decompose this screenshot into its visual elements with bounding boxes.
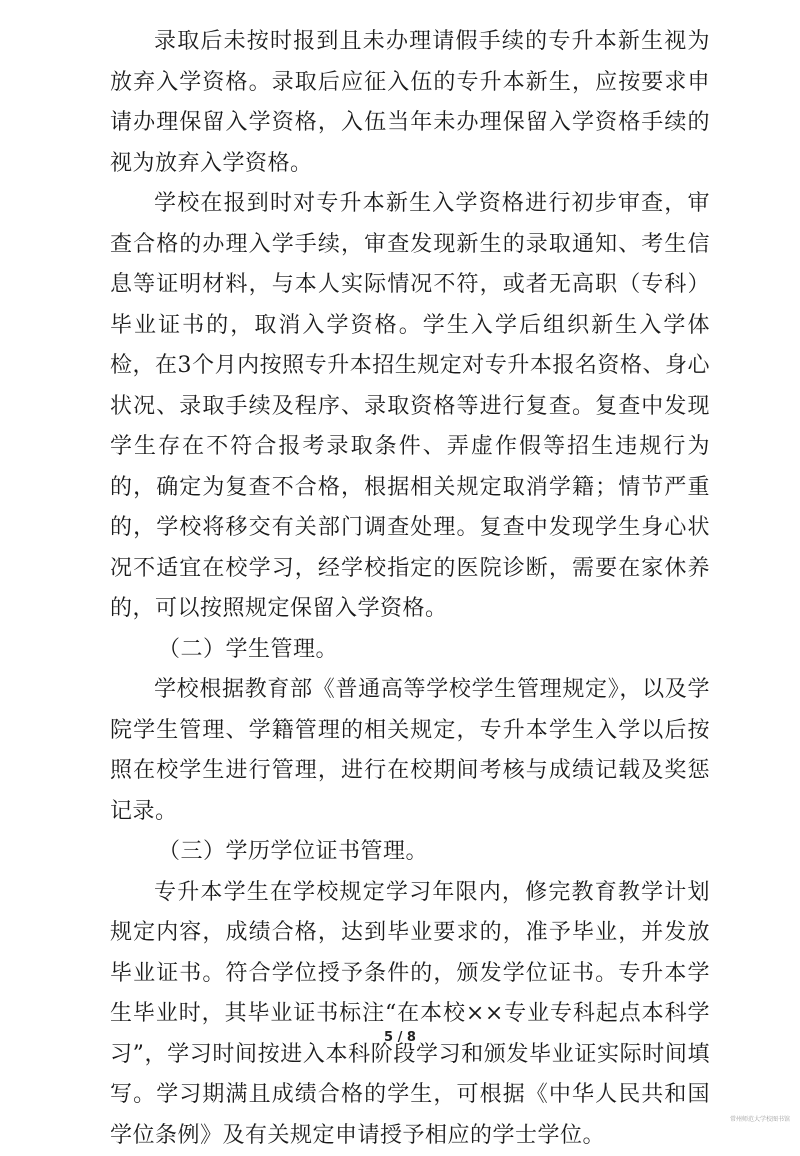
paragraph-1: 录取后未按时报到且未办理请假手续的专升本新生视为放弃入学资格。录取后应征入伍的专升本新生，应按要求申请办理保留入学资格，入伍当年未办理保留入学资格手续的视为放弃入学资格。 (110, 22, 710, 184)
document-body (110, 22, 710, 1156)
page-number: 5 / 8 (0, 1030, 800, 1045)
paragraph-2: 学校在报到时对专升本新生入学资格进行初步审查，审查合格的办理入学手续，审查发现新生的录取通知、考生信息等证明材料，与本人实际情况不符，或者无高职（专科）毕业证书的，取消入学资格。学生入学后组织新生入学体检，在3个月内按照专升本招生规定对专升本报名资格、身心状况、录取手续及程序、录取资格等进行复查。复查中发现学生存在不符合报考录取条件、弄虚作假等招生违规行为的，确定为复查不合格，根据相关规定取消学籍；情节严重的，学校将移交有关部门调查处理。复查中发现学生身心状况不适宜在校学习，经学校指定的医院诊断，需要在家休养的，可以按照规定保留入学资格。 (110, 184, 710, 630)
paragraph-3: 学校根据教育部《普通高等学校学生管理规定》，以及学院学生管理、学籍管理的相关规定，专升本学生入学以后按照在校学生进行管理，进行在校期间考核与成绩记载及奖惩记录。 (110, 670, 710, 832)
paragraph-4: 专升本学生在学校规定学习年限内，修完教育教学计划规定内容，成绩合格，达到毕业要求的，准予毕业，并发放毕业证书。符合学位授予条件的，颁发学位证书。专升本学生毕业时，其毕业证书标注“在本校××专业专科起点本科学习”，学习时间按进入本科阶段学习和颁发毕业证实际时间填写。学习期满且成绩合格的学生，可根据《中华人民共和国学位条例》及有关规定申请授予相应的学士学位。 (110, 873, 710, 1156)
section-heading-student-management: （二）学生管理。 (110, 630, 710, 671)
section-heading-certificate-management: （三）学历学位证书管理。 (110, 832, 710, 873)
library-watermark: 常州师范大学校图书馆 (730, 1114, 790, 1123)
